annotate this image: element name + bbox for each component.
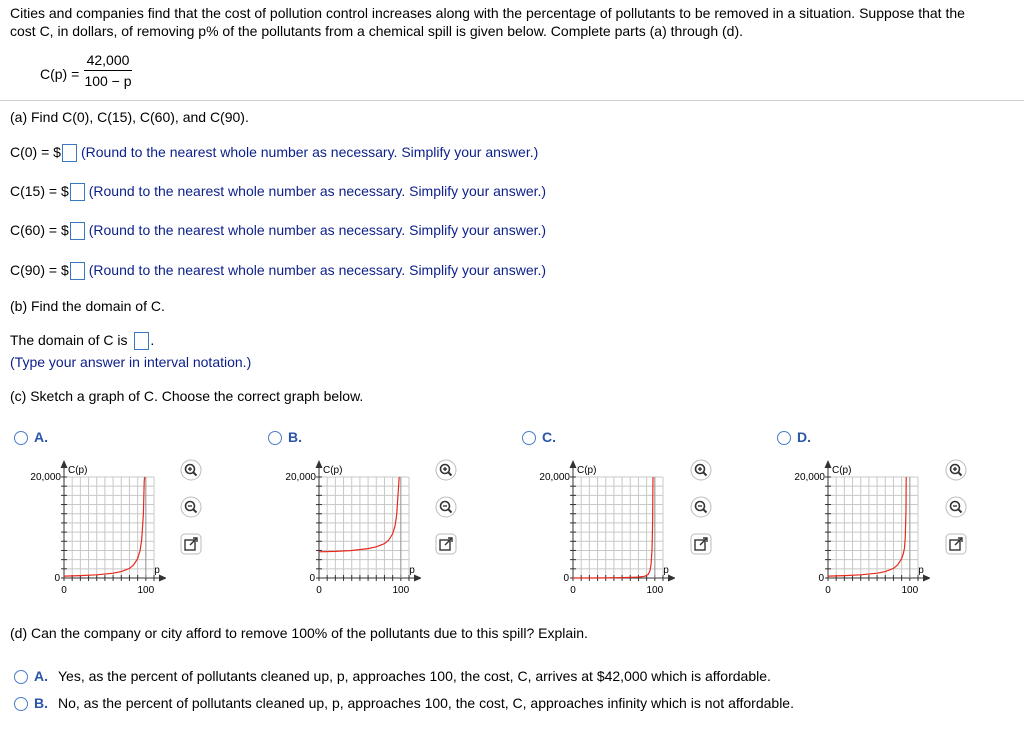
graph-c-y-arrow <box>570 460 577 468</box>
graph-option-a[interactable] <box>14 429 54 445</box>
graph-b-grid <box>319 477 409 578</box>
graph-b-x-tick-zero: 0 <box>316 585 322 596</box>
part-d-a-letter: A. <box>34 668 48 684</box>
c0-hint: (Round to the nearest whole number as necessary. Simplify your answer.) <box>80 144 539 160</box>
graph-b-y-axis-label: C(p) <box>323 465 343 476</box>
graph-a-y-axis-label: C(p) <box>68 465 88 476</box>
part-b-prompt: (b) Find the domain of C. <box>10 298 165 314</box>
domain-answer-input[interactable] <box>134 332 149 350</box>
domain-period: . <box>150 332 155 348</box>
graph-c-x-tick-right: 100 <box>646 585 664 596</box>
c60-label: C(60) = $ <box>10 222 69 238</box>
problem-intro-line-2: cost C, in dollars, of removing p% of the pollutants from a chemical spill is given below. Complete parts (a) through (d). <box>10 23 743 39</box>
graph-a-grid <box>64 477 154 578</box>
part-a-row-c60 <box>10 222 546 240</box>
formula-lhs: C(p) = <box>40 66 80 82</box>
graph-d-x-tick-zero: 0 <box>825 585 831 596</box>
graph-d-letter: D. <box>797 429 811 445</box>
problem-intro-line-1: Cities and companies find that the cost of pollution control increases along with the percentage of pollutants to be removed in a situation. Suppose that the <box>10 5 965 21</box>
graph-c-y-axis-label: C(p) <box>577 465 597 476</box>
graph-b-chart <box>271 453 421 599</box>
graph-b-curve <box>319 477 399 552</box>
graph-c-zoom-out-icon[interactable] <box>690 496 712 518</box>
graph-c-radio[interactable] <box>522 431 536 445</box>
graph-a-y-arrow <box>61 460 68 468</box>
fraction-bar <box>84 70 132 71</box>
graph-d-zoom-in-icon[interactable] <box>945 459 967 481</box>
part-d-a-text: Yes, as the percent of pollutants cleaned up, p, approaches 100, the cost, C, arrives at $42,000 which is affordable. <box>58 668 771 684</box>
graph-c-x-axis-label: p <box>663 565 669 576</box>
graph-c-y-tick-top: 20,000 <box>539 472 570 483</box>
graph-a-radio[interactable] <box>14 431 28 445</box>
graph-c-curve <box>573 477 653 578</box>
part-a-row-c0 <box>10 144 538 162</box>
graph-b-zoom-in-icon[interactable] <box>435 459 457 481</box>
graph-b-radio[interactable] <box>268 431 282 445</box>
graph-b-y-tick-top: 20,000 <box>285 472 316 483</box>
graph-c-letter: C. <box>542 429 556 445</box>
domain-row <box>10 332 154 350</box>
graph-d-zoom-out-icon[interactable] <box>945 496 967 518</box>
graph-d-y-tick-zero: 0 <box>818 573 824 584</box>
graph-a-zoom-in-icon[interactable] <box>180 459 202 481</box>
part-a-prompt: (a) Find C(0), C(15), C(60), and C(90). <box>10 109 249 125</box>
domain-hint: (Type your answer in interval notation.) <box>10 354 252 370</box>
graph-option-d[interactable] <box>777 429 817 445</box>
graph-b-x-tick-right: 100 <box>392 585 410 596</box>
graph-a-chart <box>16 453 166 599</box>
graph-d-popout-icon[interactable] <box>945 533 967 555</box>
part-d-a-radio[interactable] <box>14 670 28 684</box>
graph-c-grid <box>573 477 663 578</box>
graph-b-y-tick-zero: 0 <box>309 573 315 584</box>
part-d-option-a[interactable] <box>14 668 771 684</box>
c15-label: C(15) = $ <box>10 183 69 199</box>
part-d-b-text: No, as the percent of pollutants cleaned up, p, approaches 100, the cost, C, approaches infinity which is not affordable. <box>58 695 794 711</box>
graph-d-chart <box>780 453 930 599</box>
graph-a-letter: A. <box>34 429 48 445</box>
formula-numerator: 42,000 <box>86 52 130 68</box>
graph-b-zoom-out-icon[interactable] <box>435 496 457 518</box>
graph-option-c[interactable] <box>522 429 562 445</box>
part-d-option-b[interactable] <box>14 695 794 711</box>
c90-hint: (Round to the nearest whole number as necessary. Simplify your answer.) <box>88 262 547 278</box>
graph-d-y-tick-top: 20,000 <box>794 472 825 483</box>
graph-d-x-tick-right: 100 <box>901 585 919 596</box>
graph-a-x-axis-label: p <box>154 565 160 576</box>
graph-d-grid <box>828 477 918 578</box>
graph-a-x-tick-right: 100 <box>137 585 155 596</box>
graph-d-x-axis-label: p <box>918 565 924 576</box>
part-d-b-letter: B. <box>34 695 48 711</box>
graph-c-y-tick-zero: 0 <box>563 573 569 584</box>
part-c-prompt: (c) Sketch a graph of C. Choose the correct graph below. <box>10 388 364 404</box>
graph-a-zoom-out-icon[interactable] <box>180 496 202 518</box>
part-a-row-c15 <box>10 183 546 201</box>
graph-option-b[interactable] <box>268 429 308 445</box>
c0-label: C(0) = $ <box>10 144 61 160</box>
graph-a-popout-icon[interactable] <box>180 533 202 555</box>
graph-b-x-axis-label: p <box>409 565 415 576</box>
domain-label: The domain of C is <box>10 332 128 348</box>
c60-hint: (Round to the nearest whole number as necessary. Simplify your answer.) <box>88 222 547 238</box>
graph-c-zoom-in-icon[interactable] <box>690 459 712 481</box>
graph-c-chart <box>525 453 675 599</box>
c60-answer-input[interactable] <box>70 222 85 240</box>
part-d-b-radio[interactable] <box>14 697 28 711</box>
c15-answer-input[interactable] <box>70 183 85 201</box>
graph-d-y-arrow <box>825 460 832 468</box>
graph-c-x-tick-zero: 0 <box>570 585 576 596</box>
problem-statement <box>10 4 965 40</box>
graph-d-curve <box>828 477 906 576</box>
graph-d-x-arrow <box>923 575 930 582</box>
graph-c-popout-icon[interactable] <box>690 533 712 555</box>
formula-denominator: 100 − p <box>84 73 132 89</box>
graph-d-y-axis-label: C(p) <box>832 465 852 476</box>
graph-b-popout-icon[interactable] <box>435 533 457 555</box>
c90-answer-input[interactable] <box>70 262 85 280</box>
graph-b-y-arrow <box>316 460 323 468</box>
part-a-row-c90 <box>10 262 546 280</box>
c90-label: C(90) = $ <box>10 262 69 278</box>
graph-b-x-arrow <box>414 575 421 582</box>
graph-a-curve <box>64 477 145 576</box>
part-d-prompt: (d) Can the company or city afford to remove 100% of the pollutants due to this spill? Explain. <box>10 625 588 641</box>
graph-c-x-arrow <box>668 575 675 582</box>
graph-a-x-tick-zero: 0 <box>61 585 67 596</box>
graph-b-letter: B. <box>288 429 302 445</box>
c15-hint: (Round to the nearest whole number as necessary. Simplify your answer.) <box>88 183 547 199</box>
divider <box>0 100 1024 101</box>
graph-a-x-arrow <box>159 575 166 582</box>
c0-answer-input[interactable] <box>62 144 77 162</box>
graph-a-y-tick-zero: 0 <box>54 573 60 584</box>
graph-a-y-tick-top: 20,000 <box>30 472 61 483</box>
graph-d-radio[interactable] <box>777 431 791 445</box>
